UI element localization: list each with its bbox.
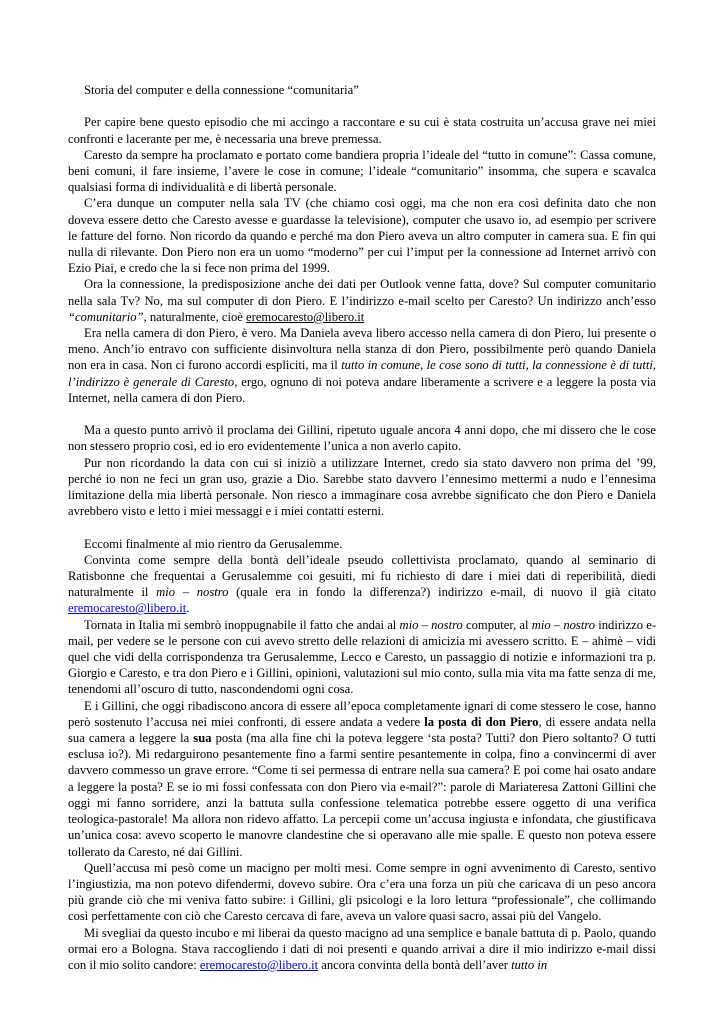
text-run: Eccomi finalmente al mio rientro da Gerusalemme. <box>84 536 343 551</box>
paragraph-gap <box>68 406 656 422</box>
text-run: E i Gillini, che oggi ribadiscono ancora di essere all’epoca completamente ignari di come stessero le cose, hanno però sostenuto l’accusa nei miei confronti, di essere andata a vedere <box>68 698 656 729</box>
text-run: Per capire bene questo episodio che mi accingo a raccontare e su cui è stata costruita un’accusa grave nei miei confronti e lacerante per me, è necessaria una breve premessa. <box>68 115 656 146</box>
italic-run: mio – nostro <box>399 617 463 632</box>
text-run: indirizzo e-mail, per vedere se le persone con cui avevo stretto delle relazioni di amicizia mi avessero scritto. E – ahimè – vidi quel che vidi della corrispondenza tra Gerusalemme, Lecco e Caresto, un passaggio di notizie e informazioni tra p. Giorgio e Caresto, e tra don Piero e i Gillini, opinioni, valutazioni sul mio conto, sulla mia vita ma fatte senza di me, tenendomi all’oscuro di tutto, nascondendomi ogni cosa. <box>68 617 657 697</box>
document-page <box>68 82 656 973</box>
italic-run: la connessione è di tutti <box>532 358 653 373</box>
paragraph-12 <box>68 860 656 925</box>
text-run: ancora convinta della bontà dell’aver <box>318 957 512 972</box>
text-run: . <box>186 601 190 616</box>
text-run: (quale era in fondo la differenza?) indirizzo e-mail, di nuovo il già citato <box>228 585 656 600</box>
text-run: , di essere andata nella sua camera a leggere la <box>68 714 656 746</box>
text-run: , <box>420 358 427 373</box>
text-run: Pur non ricordando la data con cui si iniziò a utilizzare Internet, credo sia stato davvero non prima del ’99, perché io non ne feci un gran uso, grazie a Dio. Sarebbe stato davvero l’ennesimo mettermi a nudo e l’ennesima limitazione della mia libertà personale. Non riesco a immaginare cosa avrebbe significato che don Piero e Daniela avrebbero visto e letto i miei messaggi e i miei contatti esterni. <box>68 455 656 519</box>
bold-run: la posta di don Piero <box>424 714 539 729</box>
italic-run: l’indirizzo è generale di Caresto <box>68 374 235 389</box>
paragraph-1 <box>68 114 656 146</box>
text-run: Convinta come sempre della bontà dell’ideale pseudo collettivista proclamato, quando al seminario di Ratisbonne che frequentai a Gerusalemme coi gesuiti, mi fu richiesto di dare i miei dati di reperibilità, diedi naturalmente il <box>68 552 656 600</box>
email-text: eremocaresto@libero.it <box>246 309 365 324</box>
text-run: C’era dunque un computer nella sala TV (che chiamo così oggi, ma che non era così definita dato che non doveva essere detto che Caresto avesse e guardasse la televisione), computer che usavo io, ad esempio per scrivere le fatture del forno. Non ricordo da quando e perché ma don Piero aveva un altro computer in camera sua. E fin qui nulla di rilevante. Don Piero non era un uomo “moderno” per cui l’imput per la connessione ad Internet arrivò con Ezio Piai, e credo che la si fece non prima del 1999. <box>68 196 656 276</box>
text-run: Quell’accusa mi pesò come un macigno per molti mesi. Come sempre in ogni avvenimento di Caresto, sentivo l’ingiustizia, ma non potevo difendermi, dovevo subire. Ora c’era una forza un più che caricava di un peso ancora più grande ciò che mi veniva fatto subire: i Gillini, gli psicologi e la loro lettura “professionale”, che collimando così perfettamente con ciò che Caresto cercava di fare, aveva un valore quasi sacro, assai più del Vangelo. <box>68 860 656 924</box>
text-run: Era nella camera di don Piero, è vero. Ma Daniela aveva libero accesso nella camera di don Piero, lui presente o meno. Anch’io entravo con sufficiente disinvoltura nella stanza di don Piero, possibilmente però quando Daniela non era in casa. Non ci furono accordi espliciti, ma il <box>68 326 656 373</box>
paragraph-gap <box>68 519 656 535</box>
italic-run: tutto in comune <box>341 358 421 373</box>
email-link[interactable]: eremocaresto@libero.it <box>199 957 319 972</box>
paragraph-5 <box>68 325 656 406</box>
text-run: , naturalmente, cioè <box>143 309 247 324</box>
paragraph-11 <box>68 698 656 860</box>
bold-run: sua <box>193 731 212 746</box>
document-title: Storia del computer e della connessione “comunitaria” <box>84 83 359 97</box>
italic-run: le cose sono di tutti <box>426 358 526 373</box>
text-run: , ergo, ognuno di noi poteva andare liberamente a scrivere e a leggere la posta via Internet, nella camera di don Piero. <box>68 374 656 405</box>
text-run: Ma a questo punto arrivò il proclama dei Gillini, ripetuto uguale ancora 4 anni dopo, che mi dissero che le cose non stessero proprio così, ed io ero evidentemente l’unica a non averlo capito. <box>68 423 656 454</box>
paragraph-6 <box>68 422 656 454</box>
text-run: , <box>525 358 533 373</box>
paragraph-8 <box>68 536 656 552</box>
paragraph-13 <box>68 925 656 974</box>
text-run: Caresto da sempre ha proclamato e portato come bandiera propria l’ideale del “tutto in comune”: Cassa comune, beni comuni, il fare insieme, l’avere le cose in comune; l’ideale “comunitario” insomma, che supera e scavalca qualsiasi forma di individualità e di libertà personale. <box>68 147 656 195</box>
email-link[interactable]: eremocaresto@libero.it <box>68 601 187 616</box>
text-run: posta (ma alla fine chi la poteva leggere ‘sta posta? Tutti? don Piero soltanto? O tutti esclusa io?). Mi redarguirono pesantemente fino a farmi sentire pesantemente in colpa, fino a convincermi di aver davvero commesso un grave errore. “Come ti sei permessa di entrare nella sua camera? E poi come hai osato andare a leggere la posta? E se io mi fossi confessata con don Piero via e-mail?”: parole di Mariateresa Zattoni Gillini che oggi mi fanno sorridere, anzi la battuta sulla confessione telematica potrebbe essere oggetto di una verifica teologica-pastorale! Ma allora non ridevo affatto. La percepii come un’accusa ingiusta e infondata, che giustificava un’unica cosa: avevo scoperto le manovre clandestine che si operavano alle mie spalle. E questo non poteva essere tollerato da Caresto, né dai Gillini. <box>68 731 656 859</box>
italic-run: mio – nostro <box>156 585 229 600</box>
paragraph-10 <box>68 617 656 698</box>
paragraph-3 <box>68 195 656 276</box>
text-run: Ora la connessione, la predisposizione anche dei dati per Outlook venne fatta, dove? Sul computer comunitario nella sala Tv? No, ma sul computer di don Piero. E l’indirizzo e-mail scelto per Caresto? Un indirizzo anch’esso <box>68 277 656 308</box>
paragraph-9 <box>68 552 656 617</box>
text-run: Mi svegliai da questo incubo e mi liberai da questo macigno ad una semplice e banale battuta di p. Paolo, quando ormai ero a Bologna. Stava raccogliendo i dati di noi presenti e quando arrivai a dire il mio indirizzo e-mail dissi con il mio solito candore: <box>68 925 656 972</box>
paragraph-7 <box>68 455 656 520</box>
text-run: computer, al <box>462 617 532 632</box>
italic-run: “comunitario” <box>68 309 144 324</box>
text-run: , <box>652 358 656 373</box>
paragraph-4 <box>68 276 656 325</box>
paragraph-2 <box>68 147 656 196</box>
italic-run: mio – nostro <box>531 617 596 632</box>
italic-run: tutto in <box>511 957 548 972</box>
text-run: Tornata in Italia mi sembrò inoppugnabile il fatto che andai al <box>84 617 400 632</box>
